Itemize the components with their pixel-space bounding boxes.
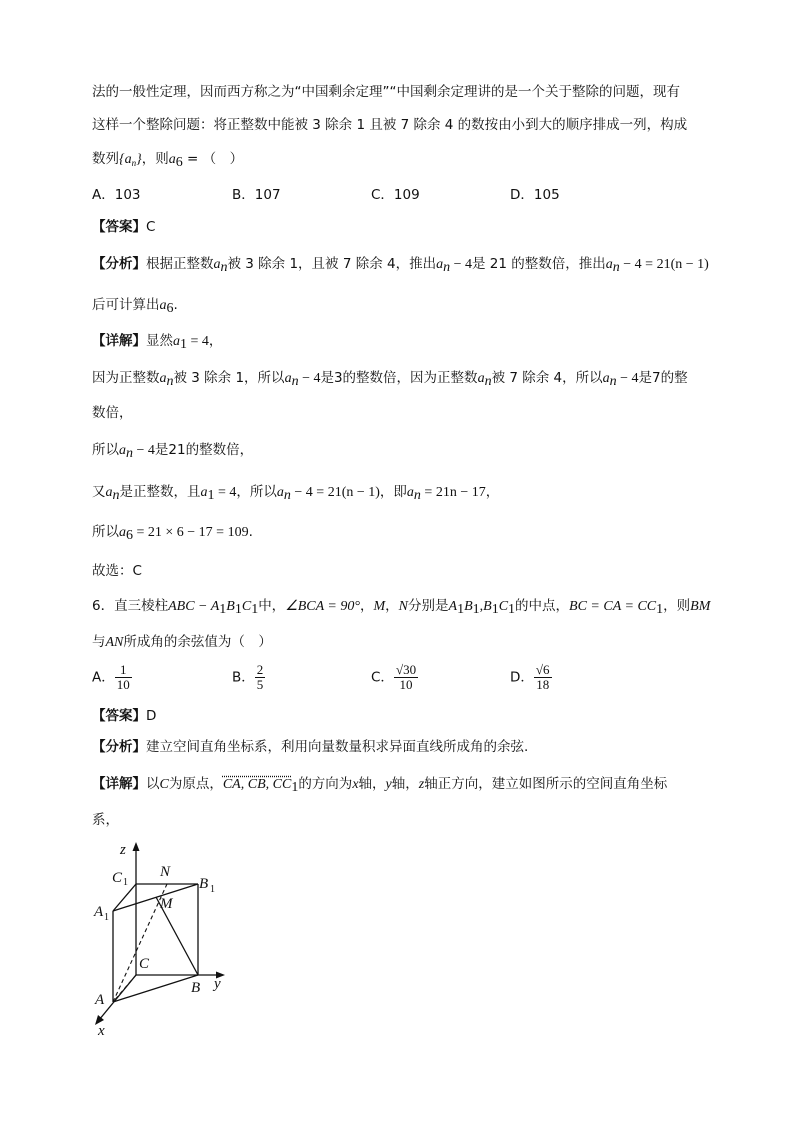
q6-line-1: 6．直三棱柱ABC − $A_1B_1C_1$中，∠BCA = 90°，M，N分别是$A_1B_1,B_1C_1$的中点，BC = CA = $CC_1$，则BM [92, 598, 711, 617]
label-m: M [160, 896, 173, 912]
q6-detail-line-1: 【详解】以C为原点，CA, CB, $CC_1$的方向为x轴，y轴，z轴正方向，建立如图所示的空间直角坐标 [92, 776, 668, 795]
q5-analysis-line-2: 后可计算出$a_6$. [92, 297, 178, 316]
q5-line-1 [92, 82, 680, 102]
edge-a-b [113, 975, 201, 1002]
q5-line-3: 数列$\{a_n\}$，则$a_6$ = （ ） [92, 151, 244, 170]
label-z: z [120, 842, 126, 858]
edge-a1-b1 [113, 884, 198, 911]
q5-line-2 [92, 115, 687, 135]
q6-option-c: C． $\frac{√30}{10}$ [371, 662, 417, 692]
q6-line-2: 与AN所成角的余弦值为（ ） [92, 634, 272, 650]
label-a: A [95, 992, 105, 1008]
svg-text:1: 1 [104, 912, 109, 923]
q5-detail-line-2: 因为正整数$a_n$被 3 除余 1，所以$a_n - 4$是3的整数倍，因为正整数$a_n$被 7 除余 4，所以$a_n - 4$是7的整 [92, 370, 688, 389]
q5-conclusion: 故选：C [92, 563, 142, 579]
q5-option-a: A．103 [92, 187, 141, 203]
q6-answer: 【答案】D [92, 708, 157, 724]
svg-text:1: 1 [210, 884, 215, 895]
label-n: N [160, 864, 171, 880]
q5-detail-line-1: 【详解】显然$a_1 = 4$， [92, 333, 223, 352]
q5-detail-line-6: 所以$a_6 = 21 \times 6 - 17 = 109$. [92, 524, 253, 543]
q5-option-d: D．105 [510, 187, 560, 203]
q5-option-b: B．107 [232, 187, 281, 203]
q5-detail-line-4: 所以$a_n - 4$是21的整数倍， [92, 442, 254, 461]
label-y: y [214, 976, 221, 992]
q5-text-2: 这样一个整除问题：将正整数中能被 3 除余 1 且被 7 除余 4 的数按由小到大的顺序排成一列，构成 [92, 117, 688, 133]
label-b: B [191, 980, 201, 996]
q5-text-1: 法的一般性定理，因而西方称之为“中国剩余定理”“中国剩余定理讲的是一个关于整除的问题，现有 [92, 84, 680, 100]
label-x: x [98, 1023, 105, 1036]
q5-analysis-line-1: 【分析】根据正整数$a_n$被 3 除余 1，且被 7 除余 4，推出$a_n - 4$是 21 的整数倍，推出$a_n - 4 = 21(n - 1)$ [92, 256, 709, 275]
prism-figure [84, 836, 264, 1036]
q6-option-d: D． $\frac{√6}{18}$ [510, 662, 550, 692]
label-c: C [139, 956, 150, 972]
q5-detail-line-5: 又$a_n$是正整数，且$a_1 = 4$，所以$a_n - 4 = 21(n - 1)$，即$a_n = 21n - 17$， [92, 484, 500, 503]
q6-detail-line-2: 系， [92, 812, 119, 828]
q6-option-b: B． $\frac{2}{5}$ [232, 662, 264, 692]
label-c1: C [112, 870, 123, 886]
svg-text:1: 1 [123, 877, 128, 888]
z-arrow [133, 842, 140, 851]
q6-analysis: 【分析】建立空间直角坐标系，利用向量数量积求异面直线所成角的余弦. [92, 739, 529, 755]
label-b1: B [199, 876, 209, 892]
label-a1: A [94, 904, 104, 920]
q6-option-a: A． $\frac{1}{10}$ [92, 662, 130, 692]
q5-detail-line-3: 数倍， [92, 405, 133, 421]
q5-option-c: C．109 [371, 187, 420, 203]
q5-answer: 【答案】C [92, 219, 156, 235]
